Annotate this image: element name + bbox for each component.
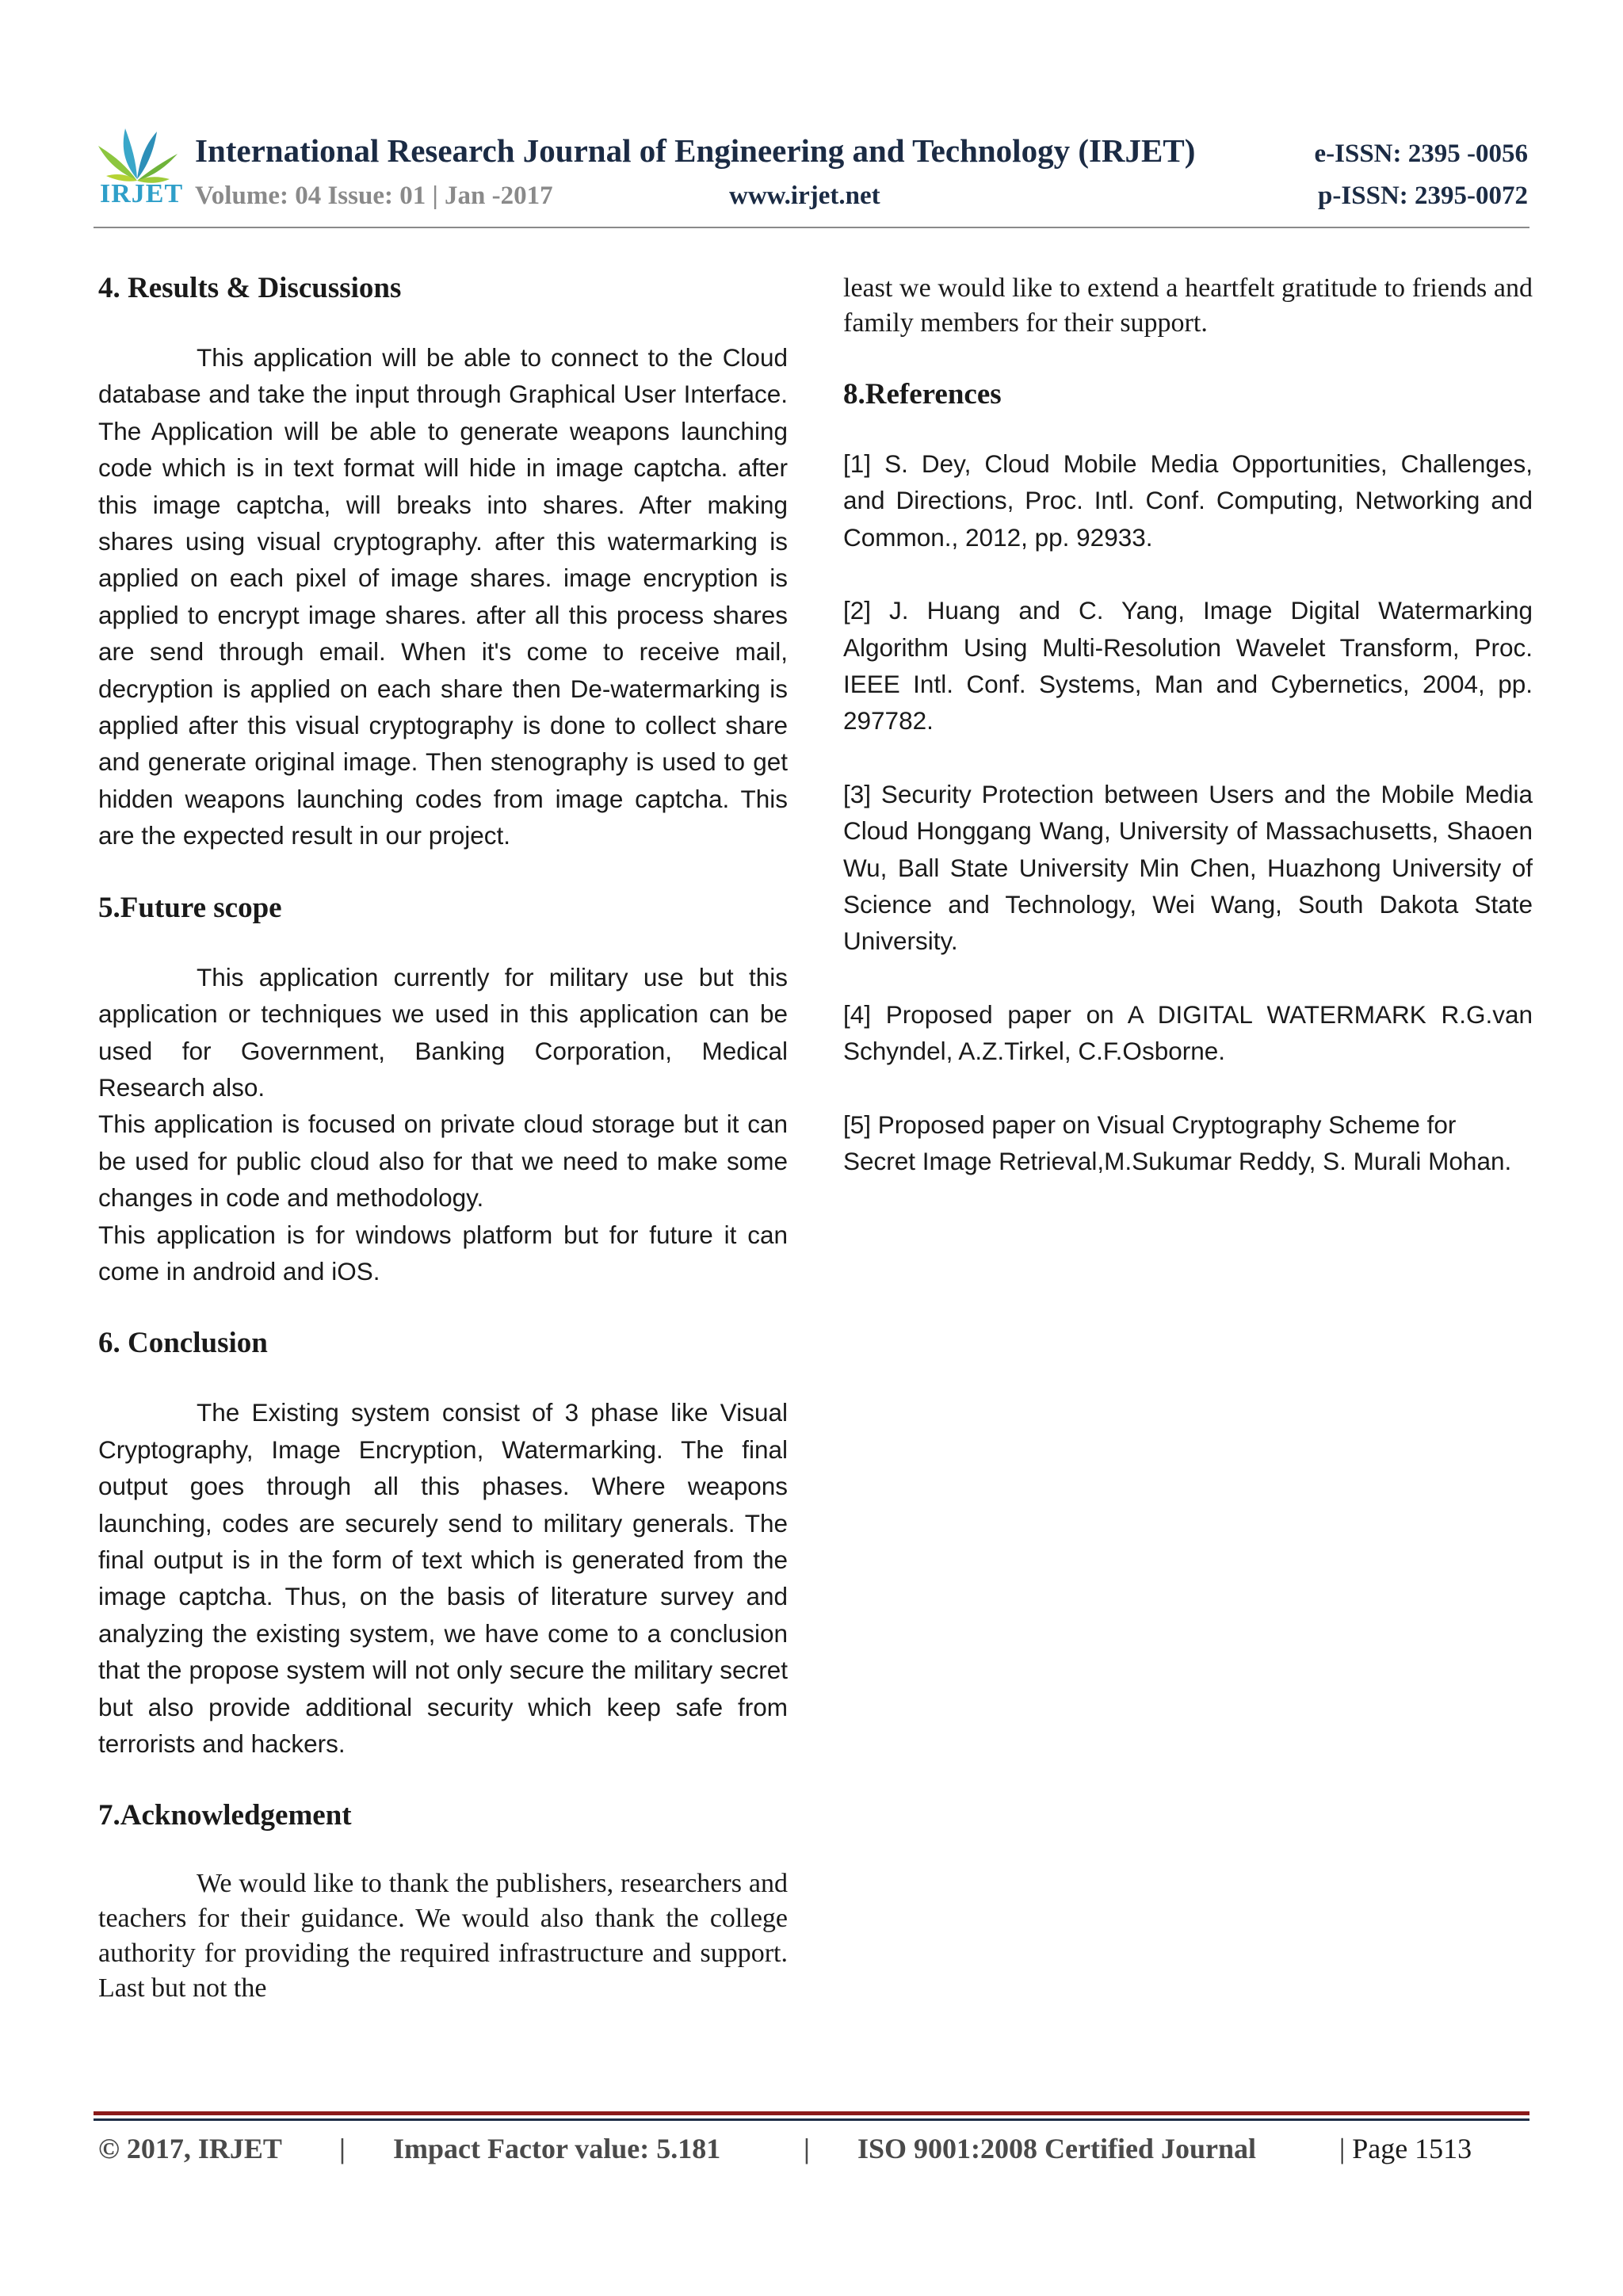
conclusion-heading: 6. Conclusion <box>98 1327 268 1360</box>
footer-copyright: © 2017, IRJET <box>98 2133 282 2164</box>
reference-item: [4] Proposed paper on A DIGITAL WATERMARK R.G.van Schyndel, A.Z.Tirkel, C.F.Osborne. <box>843 999 1533 1066</box>
footer-divider-red <box>94 2111 1529 2115</box>
footer-impact-factor: Impact Factor value: 5.181 <box>393 2133 721 2164</box>
journal-website-link[interactable]: www.irjet.net <box>729 181 880 210</box>
left-column <box>98 269 788 2041</box>
reference-item: [3] Security Protection between Users and the Mobile Media Cloud Honggang Wang, University of Massachusetts, Shaoen Wu, Ball State University Min Chen, Huazhong University of Science and Technology, Wei Wang, South Dakota State University. <box>843 779 1533 956</box>
references-heading: 8.References <box>843 378 1002 411</box>
results-paragraph: This application will be able to connect to the Cloud database and take the input through Graphical User Interface. The Application will be able to generate weapons launching code which is in text format will hide in image captcha. after this image captcha, will breaks into shares. After making shares using visual cryptography. after this watermarking is applied on each pixel of image shares. image encryption is applied to encrypt image shares. after all this process shares are send through email. When it's come to receive mail, decryption is applied on each share then De-watermarking is applied after this visual cryptography is done to collect share and generate original image. Then stenography is used to get hidden weapons launching codes from image captcha. This are the expected result in our project. <box>98 343 788 850</box>
footer-iso-certification: ISO 9001:2008 Certified Journal <box>857 2133 1256 2164</box>
reference-item: [1] S. Dey, Cloud Mobile Media Opportunities, Challenges, and Directions, Proc. Intl. Conf. Computing, Networking and Common., 2012, pp. 92933. <box>843 449 1533 552</box>
header-divider <box>94 227 1529 228</box>
future-scope-heading: 5.Future scope <box>98 891 282 924</box>
journal-title: International Research Journal of Engineering and Technology (IRJET) <box>195 132 1196 169</box>
p-issn: p-ISSN: 2395-0072 <box>1318 181 1528 210</box>
e-issn: e-ISSN: 2395 -0056 <box>1314 139 1528 168</box>
footer-separator: | <box>339 2133 346 2164</box>
acknowledgement-paragraph: We would like to thank the publishers, researchers and teachers for their guidance. We would also thank the college authority for providing the required infrastructure and support. Last but not the <box>98 1869 788 2004</box>
volume-issue: Volume: 04 Issue: 01 | Jan -2017 <box>195 181 553 210</box>
conclusion-paragraph: The Existing system consist of 3 phase like Visual Cryptography, Image Encryption, Watermarking. The final output goes through all this phases. Where weapons launching, codes are securely send to military generals. The final output is in the form of text which is generated from the image captcha. Thus, on the basis of literature survey and analyzing the existing system, we have come to a conclusion that the propose system will not only secure the military secret but also provide additional security which keep safe from terrorists and hackers. <box>98 1398 788 1758</box>
logo-text: IRJET <box>100 179 184 208</box>
future-scope-paragraph-3: This application is for windows platform but for future it can come in android and iOS. <box>98 1220 788 1286</box>
reference-item: [5] Proposed paper on Visual Cryptography Scheme for Secret Image Retrieval,M.Sukumar Reddy, S. Murali Mohan. <box>843 1110 1512 1176</box>
footer-page-number: | Page 1513 <box>1339 2133 1472 2164</box>
reference-item: [2] J. Huang and C. Yang, Image Digital Watermarking Algorithm Using Multi-Resolution Wavelet Transform, Proc. IEEE Intl. Conf. Systems, Man and Cybernetics, 2004, pp. 297782. <box>843 596 1533 735</box>
results-heading: 4. Results & Discussions <box>98 272 402 304</box>
acknowledgement-heading: 7.Acknowledgement <box>98 1799 352 1832</box>
future-scope-paragraph-1: This application currently for military use but this application or techniques we used in this application can be used for Government, Banking Corporation, Medical Research also. <box>98 962 788 1102</box>
acknowledgement-continued: least we would like to extend a heartfelt gratitude to friends and family members for their support. <box>843 273 1533 338</box>
footer-divider-blue <box>94 2118 1529 2121</box>
footer-separator: | <box>804 2133 810 2164</box>
future-scope-paragraph-2: This application is focused on private cloud storage but it can be used for public cloud also for that we need to make some changes in code and methodology. <box>98 1110 788 1213</box>
right-column <box>843 271 1533 1217</box>
